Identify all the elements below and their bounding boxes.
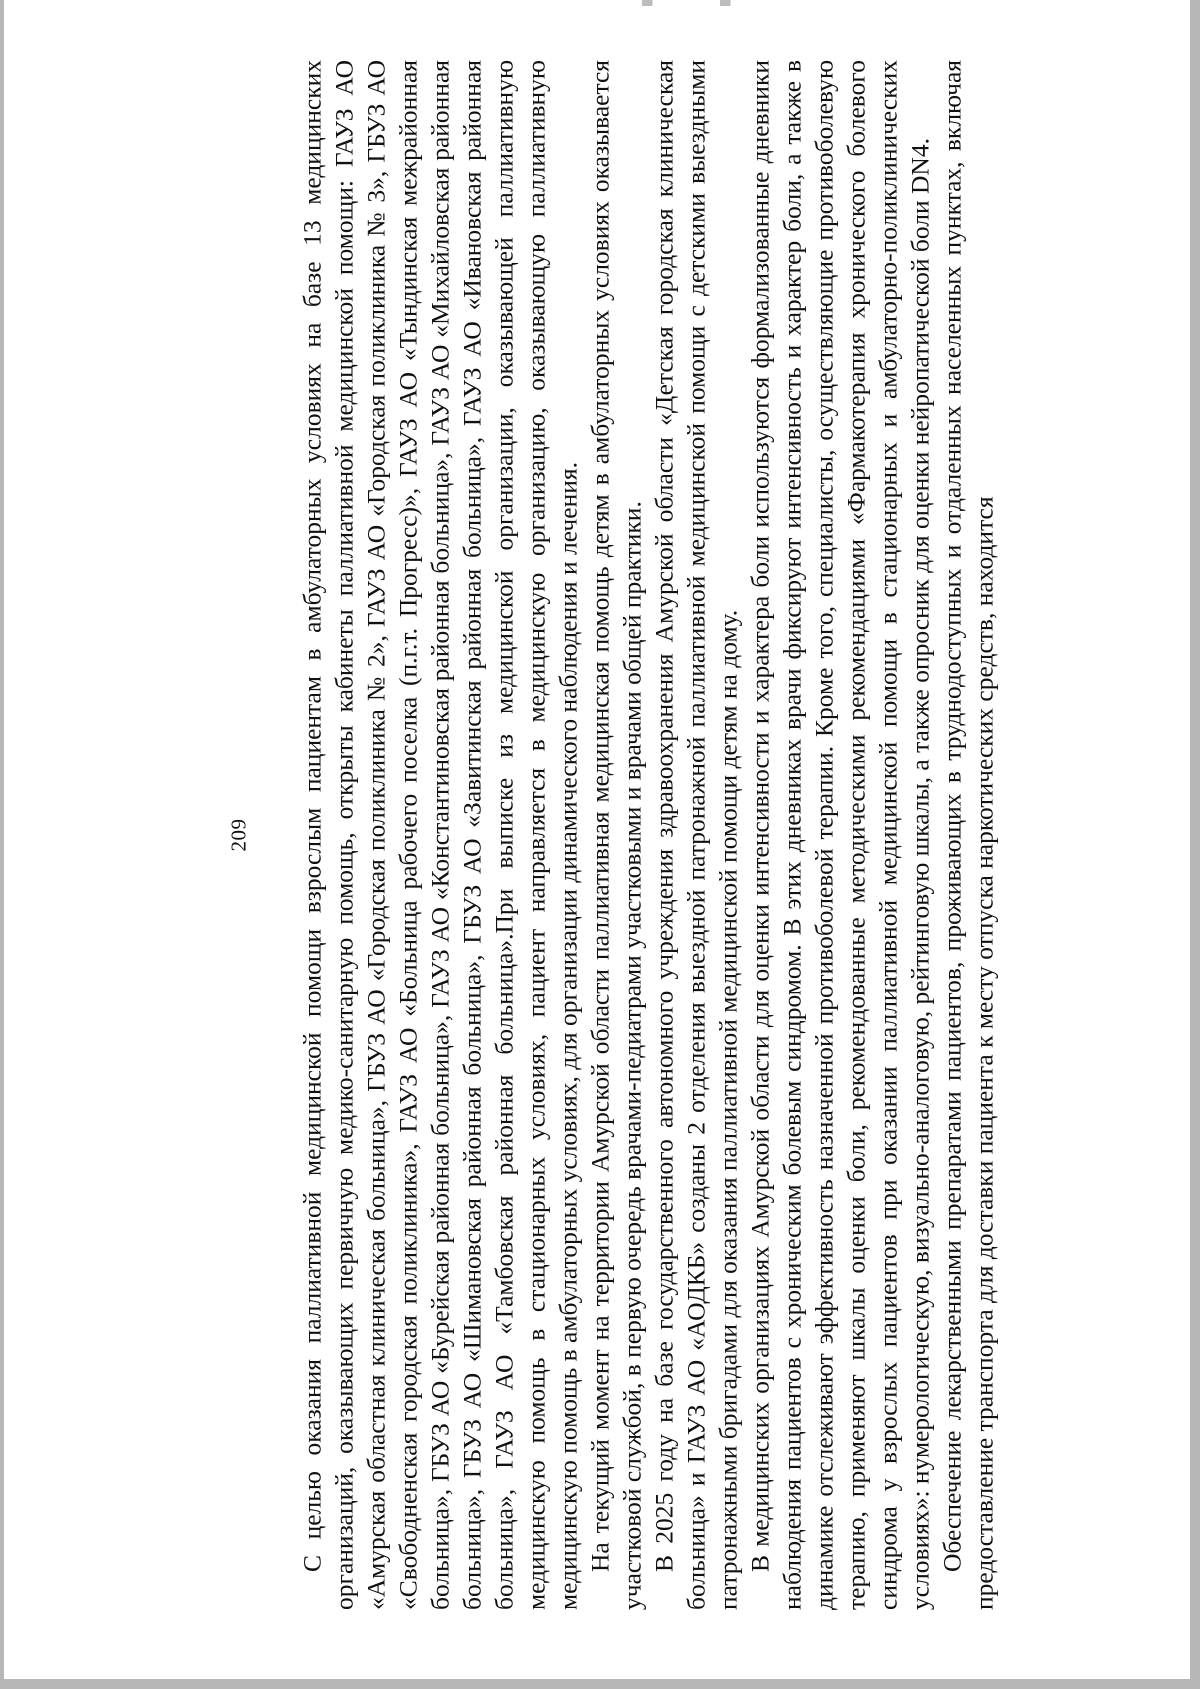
scan-edge-artifact [564,0,824,6]
body-text [297,60,1001,1610]
paragraph: С целью оказания паллиативной медицинской помощи взрослым пациентам в амбулаторных условиях на базе 13 медицинских организаций, оказывающих первичную медико-санитарную помощь, открыты кабинеты паллиативной медицинской помощи: ГАУЗ АО «Амурская областная клиническая больница», ГБУЗ АО «Городская поликлиника № 2», ГАУЗ АО «Городская поликлиника № 3», ГБУЗ АО «Свободненская городская поликлиника», ГАУЗ АО «Больница рабочего поселка (п.г.т. Прогресс)», ГАУЗ АО «Тындинская межрайонная больница», ГБУЗ АО «Бурейская районная больница», ГАУЗ АО «Константиновская районная больница», ГАУЗ АО «Михайловская районная больница», ГБУЗ АО «Шимановская районная больница», ГБУЗ АО «Завитинская районная больница», ГАУЗ АО «Ивановская районная больница», ГАУЗ АО «Тамбовская районная больница».При выписке из медицинской организации, оказывающей паллиативную медицинскую помощь в стационарных условиях, пациент направляется в медицинскую организацию, оказывающую паллиативную медицинскую помощь в амбулаторных условиях, для организации динамического наблюдения и лечения. [297,60,583,1610]
page-number: 209 [226,818,251,852]
rotated-content [227,60,1112,1610]
paragraph: В медицинских организациях Амурской области для оценки интенсивности и характера боли используются формализованные дневники наблюдения пациентов с хроническим болевым синдромом. В этих дневниках врачи фиксируют интенсивность и характер боли, а также в динамике отслеживают эффективность назначенной противоболевой терапии. Кроме того, специалисты, осуществляющие противоболевую терапию, применяют шкалы оценки боли, рекомендованные методическими рекомендациями «Фармакотерапия хронического болевого синдрома у взрослых пациентов при оказании паллиативной медицинской помощи в стационарных и амбулаторно-поликлинических условиях»: нумерологическую, визуально-аналоговую, рейтинговую шкалы, а также опросник для оценки нейропатической боли DN4. [745,60,935,1610]
paragraph: Обеспечение лекарственными препаратами пациентов, проживающих в труднодоступных и отдаленных населенных пунктах, включая предоставление транспорта для доставки пациента к месту отпуска наркотических средств, находится [937,60,999,1610]
paragraph: На текущий момент на территории Амурской области паллиативная медицинская помощь детям в амбулаторных условиях оказывается участковой службой, в первую очередь врачами-педиатрами участковыми и врачами общей практики. [585,60,647,1610]
paragraph: В 2025 году на базе государственного автономного учреждения здравоохранения Амурской области «Детская городская клиническая больница» и ГАУЗ АО «АОДКБ» созданы 2 отделения выездной патронажной паллиативной медицинской помощи с детскими выездными патронажными бригадами для оказания паллиативной медицинской помощи детям на дому. [649,60,743,1610]
